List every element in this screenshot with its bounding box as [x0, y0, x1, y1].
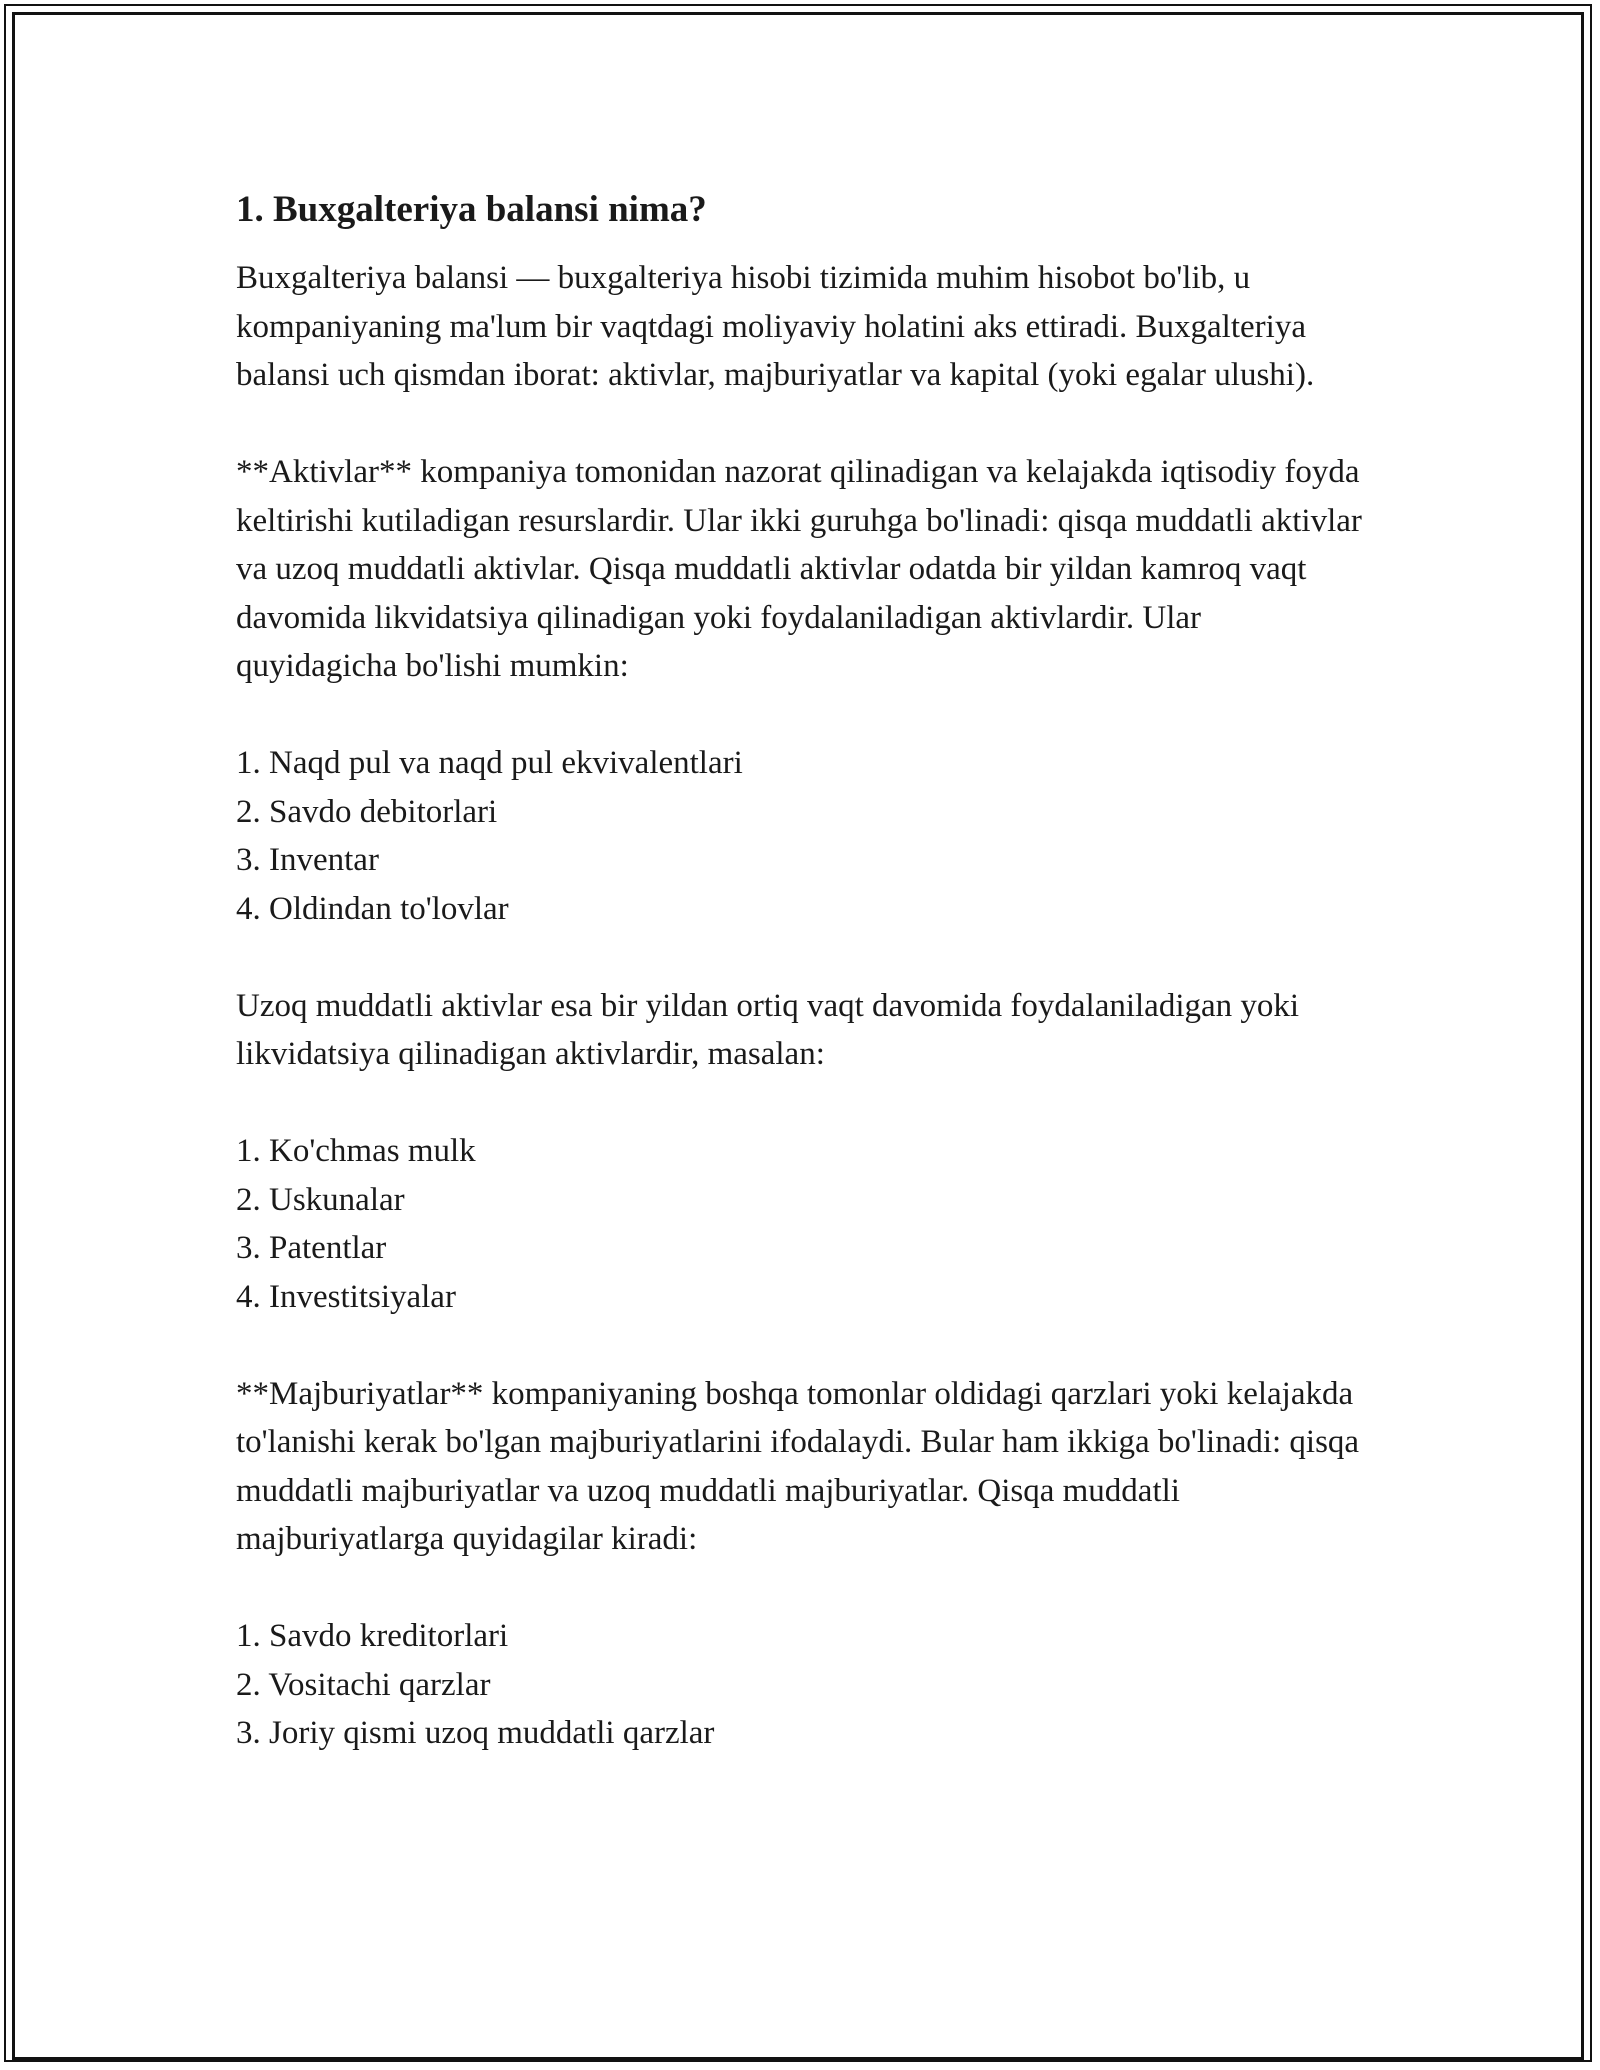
list-item: 4. Oldindan to'lovlar: [236, 890, 509, 927]
long-term-assets-list: [236, 1127, 1366, 1321]
list-item: 1. Naqd pul va naqd pul ekvivalentlari: [236, 745, 743, 781]
assets-paragraph: **Aktivlar** kompaniya tomonidan nazorat qilinadigan va kelajakda iqtisodiy foyda keltirishi kutiladigan resurslardir. Ular ikki guruhga bo'linadi: qisqa muddatli aktivlar va uzoq muddatli aktivlar. Qisqa muddatli aktivlar odatda bir yildan kamroq vaqt davomida likvidatsiya qilinadigan yoki foydalaniladigan aktivlardir. Ular quyidagicha bo'lishi mumkin:: [236, 454, 1362, 684]
list-item: 1. Ko'chmas mulk: [236, 1133, 476, 1169]
list-item: 3. Joriy qismi uzoq muddatli qarzlar: [236, 1715, 715, 1751]
long-term-assets-paragraph: Uzoq muddatli aktivlar esa bir yildan ortiq vaqt davomida foydalaniladigan yoki likvidatsiya qilinadigan aktivlardir, masalan:: [236, 987, 1300, 1072]
list-item: 2. Savdo debitorlari: [236, 793, 498, 830]
list-item: 2. Uskunalar: [236, 1181, 405, 1218]
section-heading: 1. Buxgalteriya balansi nima?: [236, 189, 707, 230]
list-item: 4. Investitsiyalar: [236, 1278, 456, 1315]
liabilities-paragraph: **Majburiyatlar** kompaniyaning boshqa tomonlar oldidagi qarzlari yoki kelajakda to'lanishi kerak bo'lgan majburiyatlarini ifodalaydi. Bular ham ikkiga bo'linadi: qisqa muddatli majburiyatlar va uzoq muddatli majburiyatlar. Qisqa muddatli majburiyatlarga quyidagilar kiradi:: [236, 1375, 1360, 1557]
list-item: 1. Savdo kreditorlari: [236, 1618, 509, 1654]
document-body: [236, 186, 1366, 1806]
current-assets-list: [236, 739, 1366, 933]
current-liabilities-list: [236, 1612, 1366, 1758]
list-item: 3. Inventar: [236, 842, 379, 878]
list-item: 3. Patentlar: [236, 1230, 387, 1266]
intro-paragraph: Buxgalteriya balansi — buxgalteriya hisobi tizimida muhim hisobot bo'lib, u kompaniyaning ma'lum bir vaqtdagi moliyaviy holatini aks ettiradi. Buxgalteriya balansi uch qismdan iborat: aktivlar, majburiyatlar va kapital (yoki egalar ulushi).: [236, 260, 1315, 393]
list-item: 2. Vositachi qarzlar: [236, 1666, 491, 1703]
